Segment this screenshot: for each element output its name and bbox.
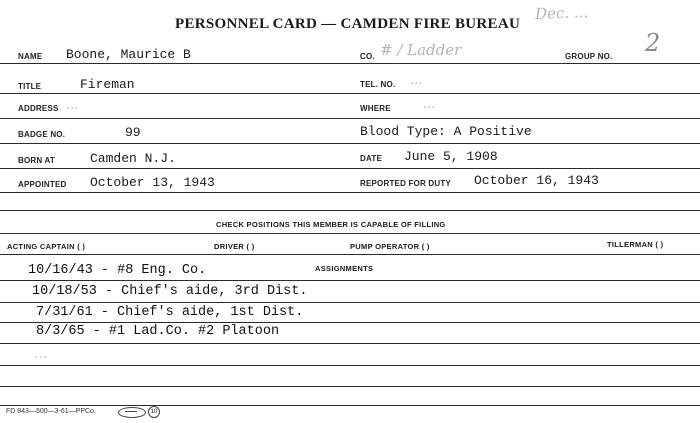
union-label-icon xyxy=(118,407,146,418)
row-divider xyxy=(0,365,700,366)
appointed-value: October 13, 1943 xyxy=(90,175,215,190)
row-divider xyxy=(0,63,700,64)
row-divider xyxy=(0,233,700,234)
tillerman-checkbox[interactable]: TILLERMAN ( ) xyxy=(607,240,664,249)
address-value: ... xyxy=(66,98,79,113)
acting-captain-checkbox[interactable]: ACTING CAPTAIN ( ) xyxy=(7,242,86,251)
where-label: WHERE xyxy=(360,104,391,113)
row-divider xyxy=(0,302,700,303)
row-divider xyxy=(0,405,700,406)
positions-header: CHECK POSITIONS THIS MEMBER IS CAPABLE OF FILLING xyxy=(216,220,446,229)
form-number: FD 843—500—3-61—PPCo. xyxy=(6,408,96,415)
row-divider xyxy=(0,386,700,387)
card-title: PERSONNEL CARD — CAMDEN FIRE BUREAU xyxy=(175,16,521,32)
reported-for-duty-value: October 16, 1943 xyxy=(474,173,599,188)
badge-no-label: BADGE NO. xyxy=(18,130,66,139)
row-divider xyxy=(0,118,700,119)
corner-handwritten-note: Dec. ... xyxy=(534,3,589,23)
date-label: DATE xyxy=(360,154,382,163)
assignment-entry: 10/18/53 - Chief's aide, 3rd Dist. xyxy=(32,284,308,299)
group-no-value: 2 xyxy=(645,29,661,57)
where-value: ... xyxy=(423,97,436,112)
group-no-label: GROUP NO. xyxy=(565,52,613,61)
reported-for-duty-label: REPORTED FOR DUTY xyxy=(360,179,451,188)
driver-checkbox[interactable]: DRIVER ( ) xyxy=(214,242,255,251)
assignment-entry: 10/16/43 - #8 Eng. Co. xyxy=(28,263,207,278)
row-divider xyxy=(0,254,700,255)
appointed-label: APPOINTED xyxy=(18,180,67,189)
date-value: June 5, 1908 xyxy=(404,149,498,164)
badge-no-value: 99 xyxy=(125,125,141,140)
row-divider xyxy=(0,280,700,281)
row-divider xyxy=(0,93,700,94)
title-value: Fireman xyxy=(80,77,135,92)
title-label: TITLE xyxy=(18,82,42,91)
assignment-entry: 8/3/65 - #1 Lad.Co. #2 Platoon xyxy=(36,324,280,339)
tel-no-value: ... xyxy=(410,73,423,88)
tel-no-label: TEL. NO. xyxy=(360,80,396,89)
row-divider xyxy=(0,143,700,144)
assignment-entry-faint: ... xyxy=(34,346,48,362)
name-label: NAME xyxy=(18,52,43,61)
co-value: # / Ladder xyxy=(380,41,462,59)
co-label: CO. xyxy=(360,52,375,61)
pump-operator-checkbox[interactable]: PUMP OPERATOR ( ) xyxy=(350,242,430,251)
born-at-label: BORN AT xyxy=(18,156,55,165)
name-value: Boone, Maurice B xyxy=(66,47,191,62)
row-divider xyxy=(0,192,700,193)
assignments-header: ASSIGNMENTS xyxy=(315,264,374,273)
row-divider xyxy=(0,168,700,169)
assignment-entry: 7/31/61 - Chief's aide, 1st Dist. xyxy=(36,305,304,320)
address-label: ADDRESS xyxy=(18,104,59,113)
blood-type-value: Blood Type: A Positive xyxy=(360,124,532,139)
born-at-value: Camden N.J. xyxy=(90,151,176,166)
row-divider xyxy=(0,343,700,344)
union-number-badge: 10 xyxy=(148,406,160,418)
row-divider xyxy=(0,210,700,211)
row-divider xyxy=(0,322,700,323)
